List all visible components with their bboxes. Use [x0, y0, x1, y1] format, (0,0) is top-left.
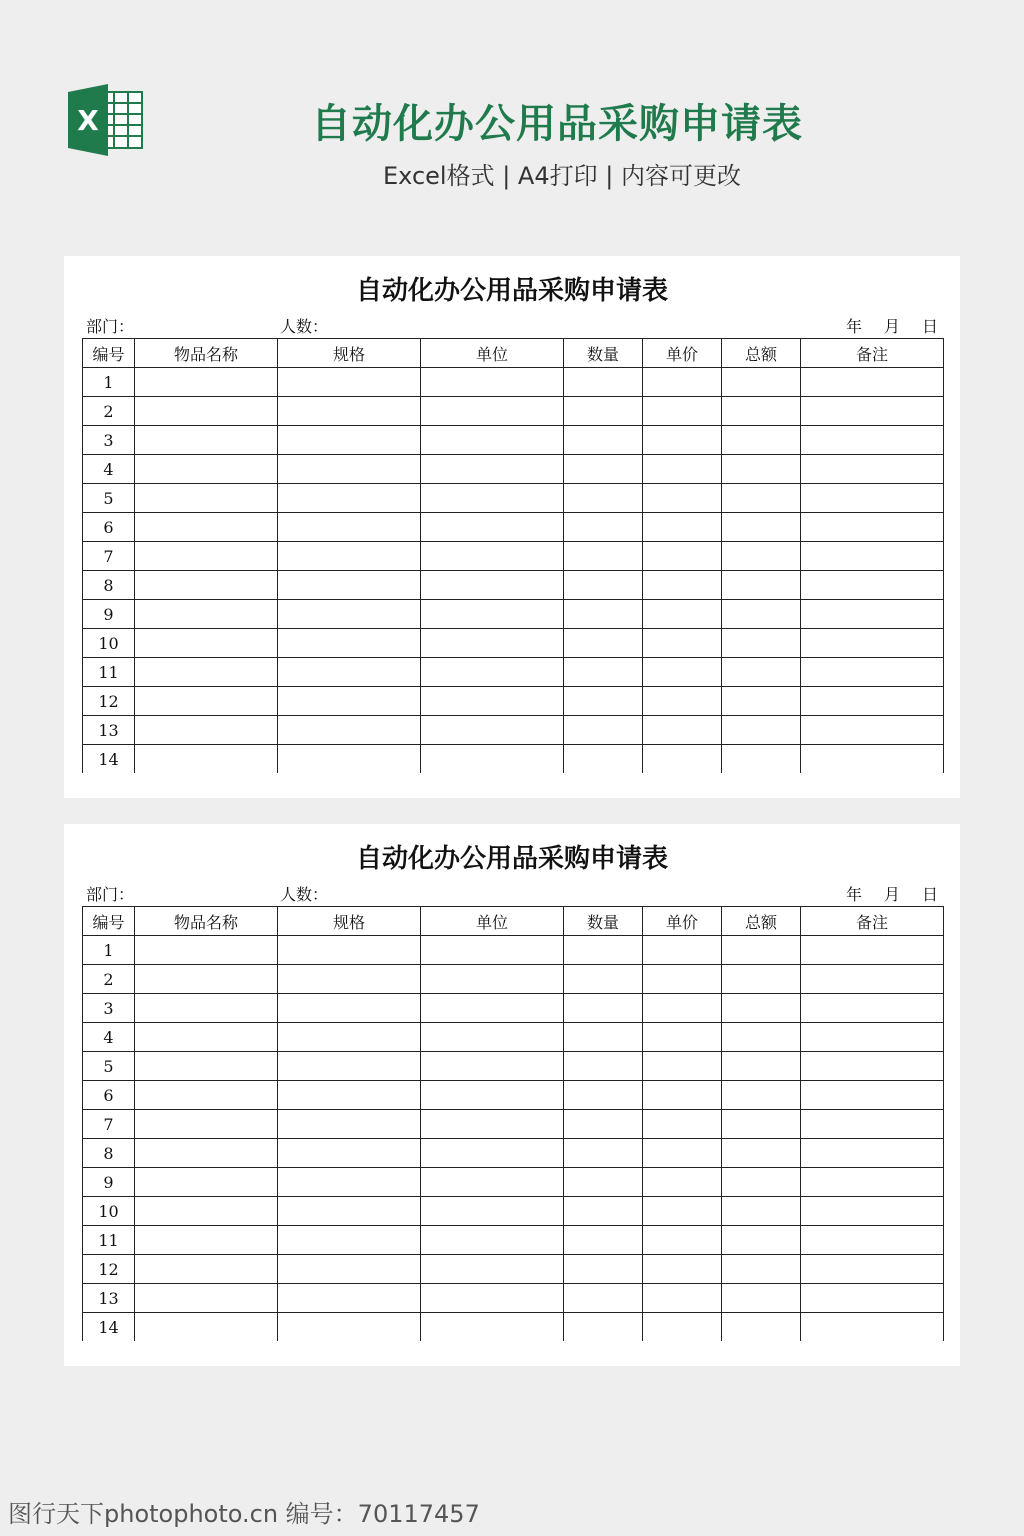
table-row [83, 513, 944, 542]
table-cell[interactable] [801, 629, 944, 658]
table-cell[interactable] [643, 687, 722, 716]
table-cell[interactable] [643, 1023, 722, 1052]
column-header: 备注 [801, 339, 944, 368]
table-cell[interactable] [722, 716, 801, 745]
row-number: 6 [83, 1081, 135, 1110]
month-label: 月 [883, 317, 900, 336]
table-row [83, 484, 944, 513]
table-cell[interactable] [421, 513, 564, 542]
table-cell[interactable] [564, 397, 643, 426]
table-cell[interactable] [135, 542, 278, 571]
table-cell[interactable] [564, 965, 643, 994]
table-cell[interactable] [564, 1255, 643, 1284]
column-header: 物品名称 [135, 339, 278, 368]
table-cell[interactable] [722, 571, 801, 600]
column-header: 备注 [801, 907, 944, 936]
row-number: 4 [83, 1023, 135, 1052]
row-number: 10 [83, 629, 135, 658]
table-cell[interactable] [722, 484, 801, 513]
table-cell[interactable] [722, 745, 801, 774]
table-cell[interactable] [278, 571, 421, 600]
table-cell[interactable] [564, 368, 643, 397]
table-cell[interactable] [278, 658, 421, 687]
table-cell[interactable] [643, 1139, 722, 1168]
table-cell[interactable] [278, 965, 421, 994]
column-header: 单位 [421, 339, 564, 368]
table-cell[interactable] [564, 542, 643, 571]
date-label [824, 314, 938, 337]
purchase-table [82, 338, 944, 773]
table-cell[interactable] [564, 1110, 643, 1139]
table-cell[interactable] [801, 600, 944, 629]
table-cell[interactable] [421, 716, 564, 745]
table-row [83, 745, 944, 774]
table-cell[interactable] [421, 745, 564, 774]
table-row [83, 994, 944, 1023]
table-cell[interactable] [278, 484, 421, 513]
table-cell[interactable] [801, 1168, 944, 1197]
year-label: 年 [845, 317, 862, 336]
row-number: 6 [83, 513, 135, 542]
table-cell[interactable] [135, 1168, 278, 1197]
table-cell[interactable] [278, 1052, 421, 1081]
table-cell[interactable] [278, 542, 421, 571]
table-cell[interactable] [801, 426, 944, 455]
table-cell[interactable] [643, 658, 722, 687]
table-cell[interactable] [722, 629, 801, 658]
table-row [83, 426, 944, 455]
table-cell[interactable] [722, 1110, 801, 1139]
row-number: 9 [83, 600, 135, 629]
purchase-form-2 [64, 824, 960, 1366]
table-row [83, 571, 944, 600]
table-cell[interactable] [722, 1284, 801, 1313]
table-cell[interactable] [421, 687, 564, 716]
row-number: 14 [83, 1313, 135, 1342]
table-cell[interactable] [643, 965, 722, 994]
table-cell[interactable] [801, 687, 944, 716]
table-cell[interactable] [801, 1110, 944, 1139]
row-number: 7 [83, 542, 135, 571]
table-cell[interactable] [722, 1052, 801, 1081]
table-cell[interactable] [278, 1168, 421, 1197]
table-cell[interactable] [421, 600, 564, 629]
table-cell[interactable] [643, 426, 722, 455]
table-cell[interactable] [564, 1081, 643, 1110]
table-cell[interactable] [135, 687, 278, 716]
table-cell[interactable] [564, 936, 643, 965]
table-cell[interactable] [801, 936, 944, 965]
table-cell[interactable] [643, 1081, 722, 1110]
page-subtitle: Excel格式 | A4打印 | 内容可更改 [383, 162, 741, 190]
table-cell[interactable] [135, 1226, 278, 1255]
table-cell[interactable] [135, 368, 278, 397]
table-cell[interactable] [643, 397, 722, 426]
row-number: 14 [83, 745, 135, 774]
table-cell[interactable] [643, 1284, 722, 1313]
table-cell[interactable] [135, 629, 278, 658]
table-row [83, 1023, 944, 1052]
table-cell[interactable] [722, 1197, 801, 1226]
table-cell[interactable] [564, 571, 643, 600]
table-cell[interactable] [421, 658, 564, 687]
table-cell[interactable] [421, 1110, 564, 1139]
table-cell[interactable] [564, 1284, 643, 1313]
row-number: 5 [83, 484, 135, 513]
column-header: 编号 [83, 907, 135, 936]
table-cell[interactable] [278, 1110, 421, 1139]
table-cell[interactable] [421, 455, 564, 484]
row-number: 5 [83, 1052, 135, 1081]
month-label: 月 [883, 885, 900, 904]
table-row [83, 1197, 944, 1226]
table-cell[interactable] [135, 936, 278, 965]
table-cell[interactable] [801, 1023, 944, 1052]
table-cell[interactable] [421, 397, 564, 426]
table-row [83, 1052, 944, 1081]
table-cell[interactable] [278, 936, 421, 965]
table-cell[interactable] [801, 1139, 944, 1168]
table-cell[interactable] [421, 368, 564, 397]
column-header: 规格 [278, 339, 421, 368]
table-cell[interactable] [801, 716, 944, 745]
table-cell[interactable] [722, 368, 801, 397]
table-cell[interactable] [643, 1052, 722, 1081]
table-cell[interactable] [643, 542, 722, 571]
table-cell[interactable] [278, 745, 421, 774]
table-row [83, 1255, 944, 1284]
table-cell[interactable] [278, 1284, 421, 1313]
row-number: 1 [83, 936, 135, 965]
table-cell[interactable] [722, 542, 801, 571]
table-row [83, 1081, 944, 1110]
table-cell[interactable] [421, 1168, 564, 1197]
table-cell[interactable] [421, 1139, 564, 1168]
table-row [83, 397, 944, 426]
table-cell[interactable] [135, 965, 278, 994]
table-cell[interactable] [643, 600, 722, 629]
row-number: 2 [83, 397, 135, 426]
table-cell[interactable] [421, 542, 564, 571]
table-cell[interactable] [564, 600, 643, 629]
table-cell[interactable] [135, 600, 278, 629]
year-label: 年 [845, 885, 862, 904]
table-cell[interactable] [278, 455, 421, 484]
table-cell[interactable] [135, 658, 278, 687]
table-cell[interactable] [278, 687, 421, 716]
table-cell[interactable] [421, 571, 564, 600]
table-row [83, 1226, 944, 1255]
table-row [83, 658, 944, 687]
table-cell[interactable] [135, 1052, 278, 1081]
watermark-text: 图行天下photophoto.cn 编号：70117457 [8, 1500, 480, 1528]
table-cell[interactable] [643, 629, 722, 658]
table-cell[interactable] [421, 1226, 564, 1255]
logo-letter: X [77, 104, 99, 137]
table-cell[interactable] [722, 455, 801, 484]
table-cell[interactable] [722, 1168, 801, 1197]
table-cell[interactable] [135, 455, 278, 484]
row-number: 9 [83, 1168, 135, 1197]
page-header [0, 0, 1024, 240]
table-header-row [83, 339, 944, 368]
table-cell[interactable] [801, 658, 944, 687]
table-row [83, 936, 944, 965]
table-cell[interactable] [643, 1226, 722, 1255]
table-cell[interactable] [643, 484, 722, 513]
table-cell[interactable] [564, 1052, 643, 1081]
table-cell[interactable] [421, 1081, 564, 1110]
table-cell[interactable] [135, 513, 278, 542]
table-cell[interactable] [722, 600, 801, 629]
table-cell[interactable] [135, 1197, 278, 1226]
column-header: 物品名称 [135, 907, 278, 936]
table-cell[interactable] [135, 1284, 278, 1313]
table-cell[interactable] [135, 1023, 278, 1052]
table-cell[interactable] [421, 1197, 564, 1226]
row-number: 8 [83, 1139, 135, 1168]
table-cell[interactable] [722, 658, 801, 687]
column-header: 数量 [564, 339, 643, 368]
table-cell[interactable] [801, 1284, 944, 1313]
table-cell[interactable] [722, 397, 801, 426]
table-cell[interactable] [643, 1110, 722, 1139]
table-cell[interactable] [722, 1226, 801, 1255]
table-cell[interactable] [135, 1139, 278, 1168]
table-cell[interactable] [278, 513, 421, 542]
column-header: 单价 [643, 907, 722, 936]
row-number: 13 [83, 716, 135, 745]
table-cell[interactable] [801, 965, 944, 994]
table-cell[interactable] [135, 1313, 278, 1342]
table-cell[interactable] [722, 1023, 801, 1052]
table-cell[interactable] [564, 1197, 643, 1226]
row-number: 8 [83, 571, 135, 600]
table-cell[interactable] [421, 629, 564, 658]
row-number: 10 [83, 1197, 135, 1226]
table-cell[interactable] [801, 994, 944, 1023]
table-cell[interactable] [564, 513, 643, 542]
table-row [83, 1284, 944, 1313]
table-cell[interactable] [278, 1139, 421, 1168]
table-cell[interactable] [421, 426, 564, 455]
table-cell[interactable] [801, 542, 944, 571]
table-row [83, 542, 944, 571]
column-header: 总额 [722, 907, 801, 936]
table-cell[interactable] [564, 1168, 643, 1197]
table-cell[interactable] [135, 484, 278, 513]
column-header: 单价 [643, 339, 722, 368]
table-row [83, 629, 944, 658]
table-cell[interactable] [278, 1226, 421, 1255]
table-cell[interactable] [643, 513, 722, 542]
table-row [83, 368, 944, 397]
table-cell[interactable] [278, 600, 421, 629]
row-number: 13 [83, 1284, 135, 1313]
table-cell[interactable] [421, 994, 564, 1023]
table-row [83, 1313, 944, 1342]
table-cell[interactable] [278, 1081, 421, 1110]
table-cell[interactable] [564, 687, 643, 716]
row-number: 12 [83, 687, 135, 716]
table-cell[interactable] [135, 1110, 278, 1139]
table-cell[interactable] [421, 965, 564, 994]
table-cell[interactable] [564, 484, 643, 513]
row-number: 1 [83, 368, 135, 397]
table-cell[interactable] [643, 1255, 722, 1284]
table-cell[interactable] [564, 745, 643, 774]
table-cell[interactable] [643, 455, 722, 484]
table-cell[interactable] [801, 1226, 944, 1255]
table-cell[interactable] [801, 1255, 944, 1284]
table-cell[interactable] [278, 994, 421, 1023]
purchase-table [82, 906, 944, 1341]
table-cell[interactable] [135, 1255, 278, 1284]
table-cell[interactable] [421, 1313, 564, 1342]
table-cell[interactable] [801, 1052, 944, 1081]
table-cell[interactable] [722, 994, 801, 1023]
table-cell[interactable] [564, 426, 643, 455]
date-label [824, 882, 938, 905]
row-number: 2 [83, 965, 135, 994]
table-cell[interactable] [643, 994, 722, 1023]
form-title: 自动化办公用品采购申请表 [355, 844, 668, 874]
table-cell[interactable] [643, 936, 722, 965]
table-cell[interactable] [135, 745, 278, 774]
table-cell[interactable] [278, 629, 421, 658]
day-label: 日 [921, 885, 938, 904]
table-cell[interactable] [643, 1313, 722, 1342]
table-cell[interactable] [722, 687, 801, 716]
column-header: 规格 [278, 907, 421, 936]
table-cell[interactable] [135, 1081, 278, 1110]
table-cell[interactable] [722, 426, 801, 455]
row-number: 11 [83, 658, 135, 687]
table-cell[interactable] [564, 629, 643, 658]
table-cell[interactable] [564, 658, 643, 687]
table-cell[interactable] [801, 1081, 944, 1110]
table-cell[interactable] [722, 513, 801, 542]
day-label: 日 [921, 317, 938, 336]
table-cell[interactable] [722, 1255, 801, 1284]
table-row [83, 1168, 944, 1197]
form-title: 自动化办公用品采购申请表 [355, 276, 668, 306]
table-cell[interactable] [801, 745, 944, 774]
people-count-label: 人数： [280, 317, 329, 336]
table-cell[interactable] [421, 1284, 564, 1313]
department-label: 部门： [86, 885, 135, 904]
table-cell[interactable] [421, 1255, 564, 1284]
table-cell[interactable] [643, 745, 722, 774]
table-cell[interactable] [643, 716, 722, 745]
table-row [83, 455, 944, 484]
table-cell[interactable] [801, 397, 944, 426]
table-row [83, 1110, 944, 1139]
table-cell[interactable] [643, 571, 722, 600]
table-cell[interactable] [564, 1313, 643, 1342]
column-header: 总额 [722, 339, 801, 368]
row-number: 4 [83, 455, 135, 484]
table-cell[interactable] [278, 716, 421, 745]
table-cell[interactable] [278, 426, 421, 455]
column-header: 编号 [83, 339, 135, 368]
table-cell[interactable] [801, 484, 944, 513]
table-row [83, 1139, 944, 1168]
table-cell[interactable] [564, 1023, 643, 1052]
table-cell[interactable] [722, 1081, 801, 1110]
table-cell[interactable] [135, 426, 278, 455]
table-cell[interactable] [135, 994, 278, 1023]
table-cell[interactable] [278, 1255, 421, 1284]
table-cell[interactable] [135, 571, 278, 600]
table-cell[interactable] [801, 455, 944, 484]
purchase-form-1 [64, 256, 960, 798]
row-number: 12 [83, 1255, 135, 1284]
table-cell[interactable] [722, 965, 801, 994]
table-cell[interactable] [564, 1139, 643, 1168]
row-number: 11 [83, 1226, 135, 1255]
table-cell[interactable] [421, 936, 564, 965]
table-cell[interactable] [278, 1313, 421, 1342]
department-label: 部门： [86, 317, 135, 336]
table-cell[interactable] [421, 1052, 564, 1081]
table-cell[interactable] [564, 716, 643, 745]
table-row [83, 965, 944, 994]
table-cell[interactable] [135, 716, 278, 745]
table-cell[interactable] [722, 1139, 801, 1168]
table-cell[interactable] [278, 1023, 421, 1052]
table-cell[interactable] [564, 994, 643, 1023]
table-cell[interactable] [564, 455, 643, 484]
table-cell[interactable] [801, 1197, 944, 1226]
table-cell[interactable] [278, 1197, 421, 1226]
row-number: 3 [83, 994, 135, 1023]
table-cell[interactable] [801, 513, 944, 542]
table-row [83, 716, 944, 745]
table-cell[interactable] [722, 936, 801, 965]
table-cell[interactable] [135, 397, 278, 426]
column-header: 单位 [421, 907, 564, 936]
column-header: 数量 [564, 907, 643, 936]
row-number: 7 [83, 1110, 135, 1139]
table-cell[interactable] [278, 397, 421, 426]
page-title: 自动化办公用品采购申请表 [311, 101, 803, 147]
table-cell[interactable] [643, 1197, 722, 1226]
table-cell[interactable] [421, 484, 564, 513]
table-header-row [83, 907, 944, 936]
table-cell[interactable] [801, 1313, 944, 1342]
table-cell[interactable] [278, 368, 421, 397]
table-row [83, 687, 944, 716]
table-cell[interactable] [421, 1023, 564, 1052]
table-row [83, 600, 944, 629]
table-cell[interactable] [722, 1313, 801, 1342]
people-count-label: 人数： [280, 885, 329, 904]
row-number: 3 [83, 426, 135, 455]
table-cell[interactable] [564, 1226, 643, 1255]
table-cell[interactable] [801, 368, 944, 397]
table-cell[interactable] [643, 368, 722, 397]
table-cell[interactable] [643, 1168, 722, 1197]
table-cell[interactable] [801, 571, 944, 600]
